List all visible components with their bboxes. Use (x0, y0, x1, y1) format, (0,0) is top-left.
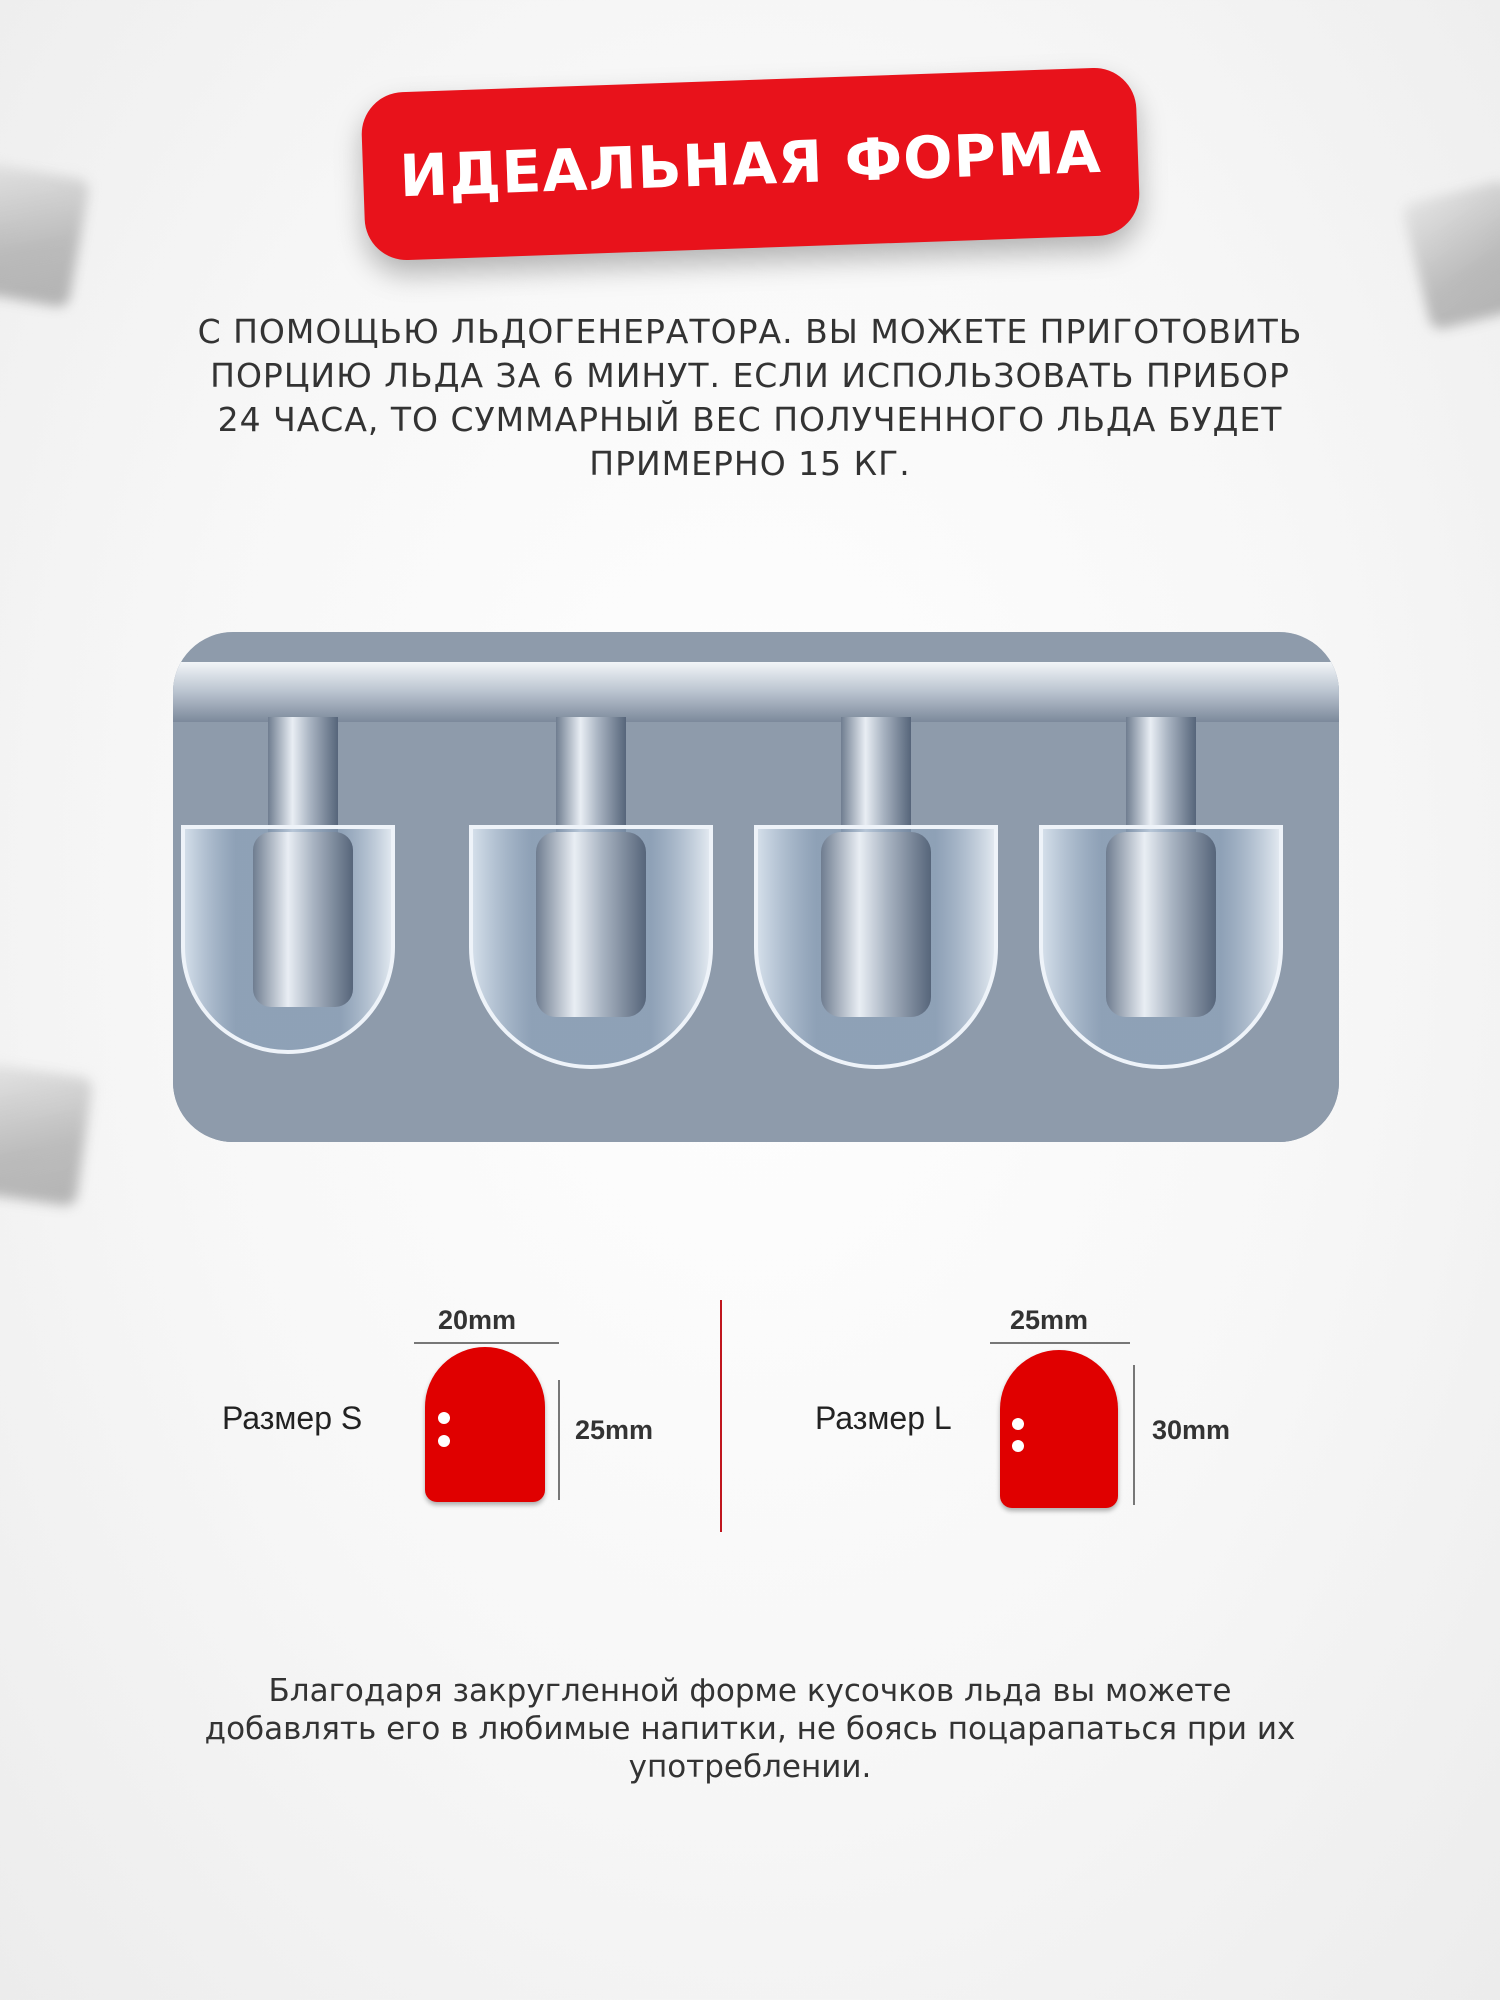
cube-hole (1012, 1418, 1024, 1430)
ice-cube-s-icon (425, 1347, 545, 1502)
cube-hole (1012, 1440, 1024, 1452)
size-s-width: 20mm (438, 1305, 517, 1335)
size-s-label: Размер S (222, 1400, 363, 1436)
cube-hole (438, 1412, 450, 1424)
width-dimension-line (990, 1342, 1130, 1344)
size-l-width: 25mm (1010, 1305, 1089, 1335)
intro-text: С ПОМОЩЬЮ ЛЬДОГЕНЕРАТОРА. ВЫ МОЖЕТЕ ПРИГОТОВИТЬ ПОРЦИЮ ЛЬДА ЗА 6 МИНУТ. ЕСЛИ ИСПОЛЬЗОВАТЬ ПРИБОР 24 ЧАСА, ТО СУММАРНЫЙ ВЕС ПОЛУЧЕННОГО ЛЬДА БУДЕТ ПРИМЕРНО 15 КГ. (197, 312, 1303, 483)
ice-cube-decoration (1401, 179, 1500, 332)
ice-cube-decoration (0, 1063, 94, 1207)
ice-cube-decoration (0, 161, 90, 308)
size-l-label: Размер L (815, 1400, 952, 1436)
title-banner (360, 67, 1140, 262)
ice-maker-photo (173, 632, 1339, 1142)
width-dimension-line (414, 1342, 559, 1344)
size-l-height: 30mm (1152, 1415, 1231, 1445)
cube-hole (438, 1435, 450, 1447)
footer-text: Благодаря закругленной форме кусочков льда вы можете добавлять его в любимые напитки, не боясь поцарапаться при их употреблении. (204, 1673, 1296, 1785)
ice-cube-l-icon (1000, 1350, 1118, 1508)
height-dimension-line (1133, 1365, 1135, 1505)
page-title: ИДЕАЛЬНАЯ ФОРМА (398, 117, 1103, 211)
divider (720, 1300, 722, 1532)
height-dimension-line (558, 1380, 560, 1500)
size-s-height: 25mm (575, 1415, 654, 1445)
